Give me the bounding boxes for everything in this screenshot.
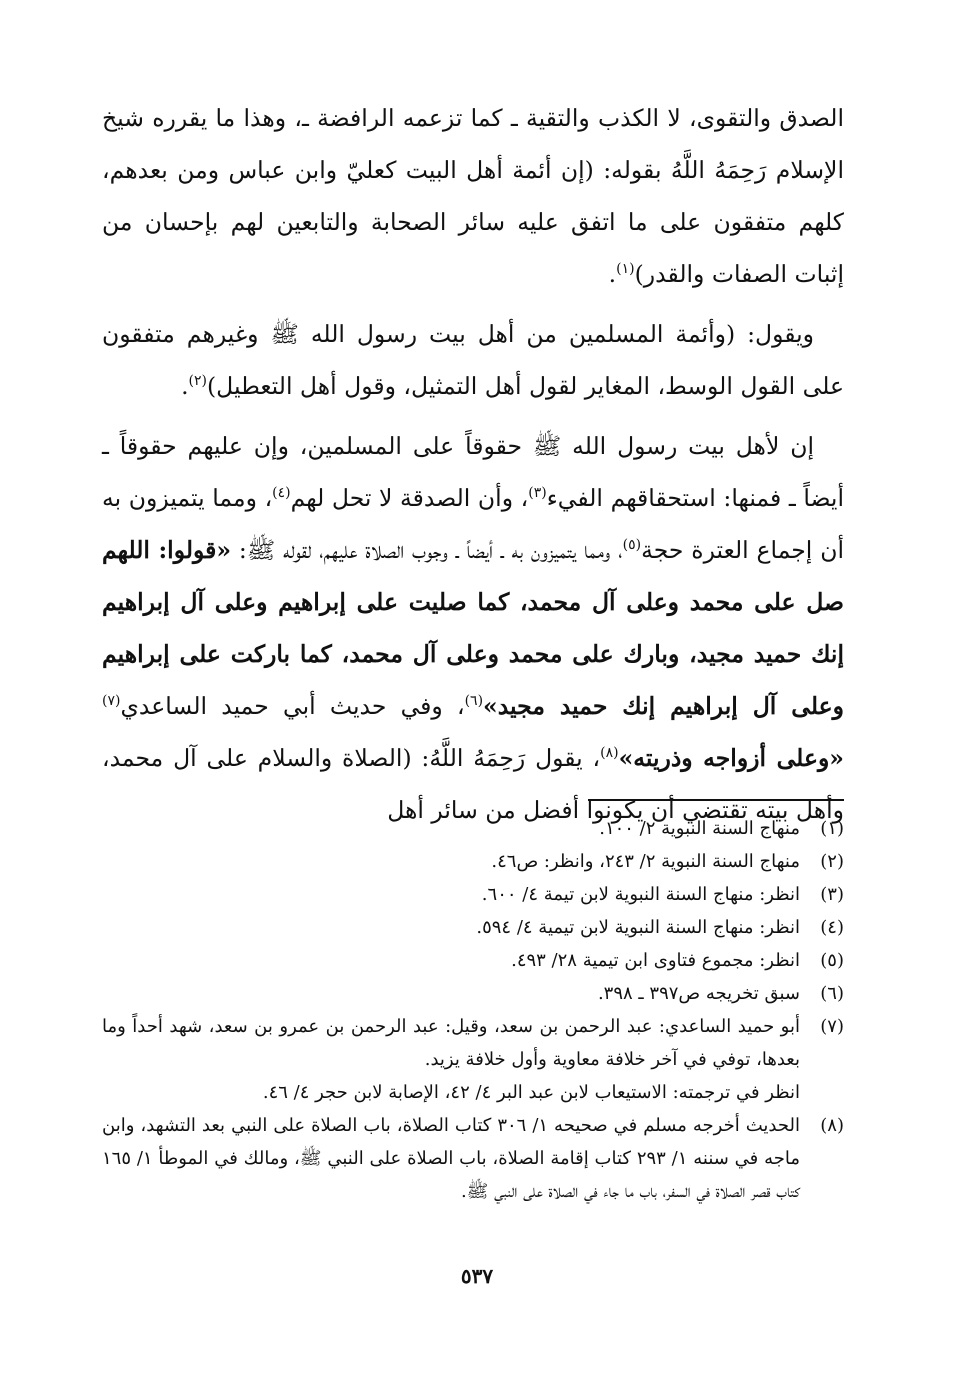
footnote <box>102 878 844 911</box>
footnote <box>102 812 844 845</box>
footnote-reference: (٤) <box>272 485 291 502</box>
footnote <box>102 944 844 977</box>
text-run: ويقول: (وأئمة المسلمين من أهل بيت رسول الله ﷺ وغيرهم متفقون على القول الوسط، المغاير لقول أهل التمثيل، وقول أهل التعطيل) <box>102 320 844 400</box>
footnote-text <box>102 812 800 845</box>
footnote-text <box>102 1109 800 1208</box>
footnote-reference: (٢) <box>188 373 208 390</box>
footnote-number: (٨) <box>820 1115 844 1136</box>
text-run: ، ومما يتميزون به ـ أيضاً ـ وجوب الصلاة عليهم، لقوله ﷺ: <box>231 536 623 564</box>
footnote-line: انظر في ترجمته: الاستيعاب لابن عبد البر ٤/ ٤٢، الإصابة لابن حجر ٤/ ٤٦. <box>262 1082 800 1103</box>
paragraph <box>102 308 844 412</box>
footnote-reference: (٣) <box>528 485 547 502</box>
footnote-text <box>102 1010 800 1109</box>
text-run: . <box>608 260 617 288</box>
footnote-number: (١) <box>820 818 844 839</box>
footnote-number: (٧) <box>820 1016 844 1037</box>
footnote-reference: (٥) <box>622 537 642 554</box>
footnote-text <box>102 977 800 1010</box>
hadith-quote: «وعلى أزواجه وذريته» <box>618 744 844 772</box>
footnote-reference: (٨) <box>600 745 619 762</box>
footnote-number: (٦) <box>820 983 844 1004</box>
footnote <box>102 977 844 1010</box>
footnote-line: منهاج السنة النبوية ٢/ ٢٤٣، وانظر: ص٤٦. <box>491 851 800 872</box>
page-number: ٥٣٧ <box>460 1264 494 1288</box>
footnote-line: أبو حميد الساعدي: عبد الرحمن بن سعد، وقيل: عبد الرحمن بن عمرو بن سعد، شهد أحداً وما بعدها، توفي في آخر خلافة معاوية وأول خلافة يزيد. <box>102 1016 800 1070</box>
footnote-line: منهاج السنة النبوية ٢/ ١٠٠. <box>599 818 800 839</box>
footnote-number: (٣) <box>820 884 844 905</box>
footnote-number: (٥) <box>820 950 844 971</box>
footnote <box>102 1010 844 1109</box>
footnote-reference: (٧) <box>102 693 121 710</box>
text-run: . <box>181 372 189 400</box>
paragraph <box>102 92 844 300</box>
footnote-line: انظر: منهاج السنة النبوية لابن تيمية ٤/ ٥٩٤. <box>476 917 800 938</box>
footnote-line: انظر: مجموع فتاوى ابن تيمية ٢٨/ ٤٩٣. <box>511 950 800 971</box>
main-text <box>102 92 844 844</box>
footnote-reference: (١) <box>616 261 635 278</box>
footnote-number: (٤) <box>820 917 844 938</box>
footnote-line: سبق تخريجه ص٣٩٧ ـ ٣٩٨. <box>597 983 800 1004</box>
text-run: ، وأن الصدقة لا تحل لهم <box>290 484 529 512</box>
footnote <box>102 911 844 944</box>
footnote-number: (٢) <box>820 851 844 872</box>
footnote-text <box>102 911 800 944</box>
footnote-reference: (٦) <box>464 693 484 710</box>
text-run: ، ومما يتميزون به أن إجماع العترة حجة <box>102 484 844 564</box>
footnote-line: الحديث أخرجه مسلم في صحيحه ١/ ٣٠٦ كتاب الصلاة، باب الصلاة على النبي بعد التشهد، وابن ماجه في سننه ١/ ٢٩٣ كتاب إقامة الصلاة، باب الصلاة على النبي ﷺ، ومالك في الموطأ ١/ ١٦٥ كتاب قصر الصلاة في السفر، باب ما جاء في الصلاة على النبي ﷺ. <box>102 1115 800 1202</box>
footnote-text <box>102 878 800 911</box>
text-run: إن لأهل بيت رسول الله ﷺ حقوقاً على المسلمين، وإن عليهم حقوقاً ـ أيضاً ـ فمنها: استحقاقهم الفيء <box>102 432 844 512</box>
footnote <box>102 845 844 878</box>
paragraph <box>102 420 844 836</box>
footnote-text <box>102 944 800 977</box>
hadith-quote: «قولوا: اللهم صل على محمد وعلى آل محمد، كما صليت على إبراهيم وعلى آل إبراهيم إنك حميد مجيد، وبارك على محمد وعلى آل محمد، كما باركت على إبراهيم وعلى آل إبراهيم إنك حميد مجيد» <box>102 536 844 720</box>
footnote-line: انظر: منهاج السنة النبوية لابن تيمة ٤/ ٦٠٠. <box>481 884 800 905</box>
footnotes <box>102 812 844 1208</box>
text-run: الصدق والتقوى، لا الكذب والتقية ـ كما تزعمه الرافضة ـ، وهذا ما يقرره شيخ الإسلام رَحِمَهُ اللَّهُ بقوله: (إن أئمة أهل البيت كعليّ وابن عباس ومن بعدهم، كلهم متفقون على ما اتفق عليه سائر الصحابة والتابعين لهم بإحسان من إثبات الصفات والقدر) <box>102 104 844 288</box>
footnote-text <box>102 845 800 878</box>
text-run: ، وفي حديث أبي حميد الساعدي <box>120 692 465 720</box>
footnote-separator <box>588 799 844 801</box>
text-run: ، يقول رَحِمَهُ اللَّهُ: (الصلاة والسلام على آل محمد، وأهل بيته تقتضي أن يكونوا أفضل من سائر أهل <box>102 744 844 824</box>
footnote <box>102 1109 844 1208</box>
